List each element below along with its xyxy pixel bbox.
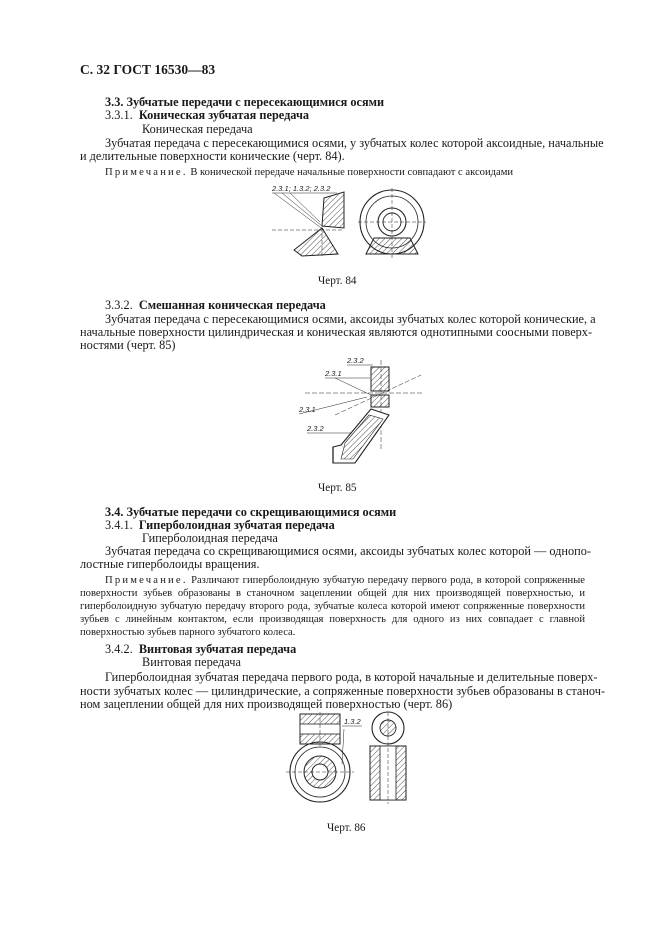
figure-86-caption: Черт. 86 <box>327 822 366 834</box>
definition-line: Зубчатая передача с пересекающимися осями, аксоиды зубчатых колес которой конические, а <box>105 312 596 326</box>
definition-line: Зубчатая передача со скрещивающимися осями, аксоиды зубчатых колес которой — однопо- <box>105 544 591 558</box>
definition-line: и делительные поверхности конические (черт. 84). <box>80 149 345 163</box>
figure-86 <box>280 712 420 804</box>
definition-line: ностями (черт. 85) <box>80 338 176 352</box>
subsection-3-3-1 <box>105 108 309 123</box>
figure-85-label: 2.3.2 <box>347 356 364 365</box>
subsection-title: Смешанная коническая передача <box>138 298 326 312</box>
alt-term: Коническая передача <box>142 122 253 136</box>
note-label: Примечание. <box>105 575 188 586</box>
subsection-title: Гиперболоидная зубчатая передача <box>138 518 335 532</box>
note-line: гиперболоидную зубчатую передачу второго рода, зубчатые колеса которой имеют сопряженные поверхности <box>80 601 585 612</box>
section-heading-3-4: 3.4. Зубчатые передачи со скрещивающимися осями <box>105 505 397 519</box>
subsection-number: 3.4.1. <box>105 518 133 532</box>
subsection-3-3-2 <box>105 298 326 313</box>
figure-85-label: 2.3.1 <box>325 369 342 378</box>
note <box>105 165 513 180</box>
subsection-number: 3.3.2. <box>105 298 133 312</box>
definition-line: ном зацеплении общей для них производящей поверхностью (черт. 86) <box>80 697 453 711</box>
definition-line: ности зубчатых колес — цилиндрические, а сопряженные поверхности зубьев образованы в станоч- <box>80 684 606 698</box>
note-line: поверхностью зубьев парного зубчатого колеса. <box>80 627 296 638</box>
definition-line: начальные поверхности цилиндрическая и коническая являются однотипными соосными поверх- <box>80 325 593 339</box>
subsection-number: 3.4.2. <box>105 642 133 656</box>
alt-term: Винтовая передача <box>142 655 241 669</box>
definition-line: лостные гиперболоиды вращения. <box>80 557 260 571</box>
figure-85 <box>295 355 425 470</box>
figure-85-label: 2.3.2 <box>307 424 324 433</box>
definition-line: Зубчатая передача с пересекающимися осями, у зубчатых колес которой аксоидные, начальные <box>105 136 604 150</box>
note-label: Примечание. <box>105 167 188 178</box>
figure-84 <box>262 180 442 266</box>
note-line: зубьев с линейным контактом, если производящая поверхность для одного из них совпадает с главной <box>80 614 585 625</box>
figure-84-label: 2.3.1; 1.3.2; 2.3.2 <box>272 184 331 193</box>
note-text: Различают гиперболоидную зубчатую передачу первого рода, в которой сопряженные <box>191 575 585 586</box>
subsection-title: Винтовая зубчатая передача <box>138 642 297 656</box>
subsection-number: 3.3.1. <box>105 108 133 122</box>
page-header: С. 32 ГОСТ 16530—83 <box>80 62 216 77</box>
figure-86-label: 1.3.2 <box>344 717 361 726</box>
subsection-title: Коническая зубчатая передача <box>138 108 310 122</box>
section-heading-3-3: 3.3. Зубчатые передачи с пересекающимися осями <box>105 95 385 109</box>
figure-85-caption: Черт. 85 <box>318 482 357 494</box>
figure-85-label: 2.3.1 <box>299 405 316 414</box>
note-line: поверхности зубьев образованы в станочном зацеплении общей для них производящей поверхностью, и <box>80 588 585 599</box>
figure-84-caption: Черт. 84 <box>318 275 357 287</box>
note <box>80 574 585 587</box>
alt-term: Гиперболоидная передача <box>142 531 278 545</box>
definition-line: Гиперболоидная зубчатая передача первого рода, в которой начальные и делительные поверх- <box>105 670 598 684</box>
note-text: В конической передаче начальные поверхности совпадают с аксоидами <box>190 167 514 178</box>
